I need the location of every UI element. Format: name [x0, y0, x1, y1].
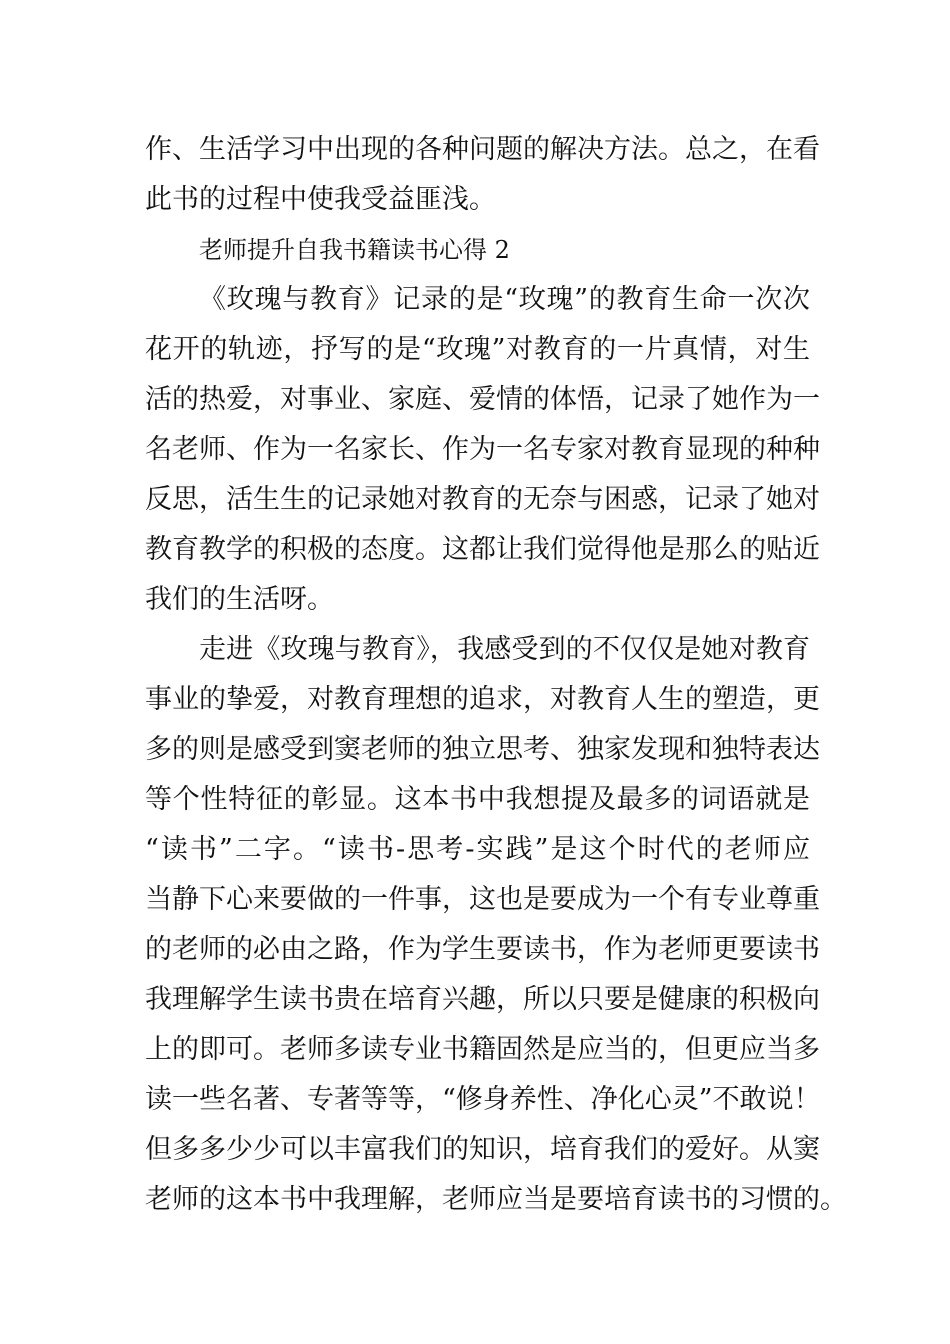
text-line: 活的热爱，对事业、家庭、爱情的体悟，记录了她作为一	[145, 384, 820, 415]
text-line: 此书的过程中使我受益匪浅。	[145, 184, 496, 215]
text-line: 走进《玫瑰与教育》，我感受到的不仅仅是她对教育	[199, 634, 810, 665]
text-line: 我理解学生读书贵在培育兴趣，所以只要是健康的积极向	[145, 984, 820, 1015]
text-line: 当静下心来要做的一件事，这也是要成为一个有专业尊重	[145, 884, 820, 915]
section-heading: 老师提升自我书籍读书心得 2	[199, 236, 510, 264]
text-line: 《玫瑰与教育》记录的是“玫瑰”的教育生命一次次	[199, 284, 810, 315]
text-line: 事业的挚爱，对教育理想的追求，对教育人生的塑造，更	[145, 684, 820, 715]
text-line: 我们的生活呀。	[145, 584, 334, 615]
text-line: 老师的这本书中我理解，老师应当是要培育读书的习惯的。	[145, 1184, 847, 1215]
text-line: 反思，活生生的记录她对教育的无奈与困惑，记录了她对	[145, 484, 820, 515]
text-line: 花开的轨迹，抒写的是“玫瑰”对教育的一片真情，对生	[145, 334, 810, 365]
text-line: 的老师的必由之路，作为学生要读书，作为老师更要读书	[145, 934, 820, 965]
text-line: 等个性特征的彰显。这本书中我想提及最多的词语就是	[145, 784, 810, 815]
text-line: 多的则是感受到窦老师的独立思考、独家发现和独特表达	[145, 734, 820, 765]
text-line: 上的即可。老师多读专业书籍固然是应当的，但更应当多	[145, 1034, 820, 1065]
text-line: 作、生活学习中出现的各种问题的解决方法。总之，在看	[145, 134, 820, 165]
text-line: 名老师、作为一名家长、作为一名专家对教育显现的种种	[145, 434, 820, 465]
text-line: 教育教学的积极的态度。这都让我们觉得他是那么的贴近	[145, 534, 820, 565]
text-line: “读书”二字。“读书-思考-实践”是这个时代的老师应	[145, 834, 810, 865]
text-line: 但多多少少可以丰富我们的知识，培育我们的爱好。从窦	[145, 1134, 820, 1165]
text-line: 读一些名著、专著等等，“修身养性、净化心灵”不敢说！	[145, 1084, 821, 1115]
